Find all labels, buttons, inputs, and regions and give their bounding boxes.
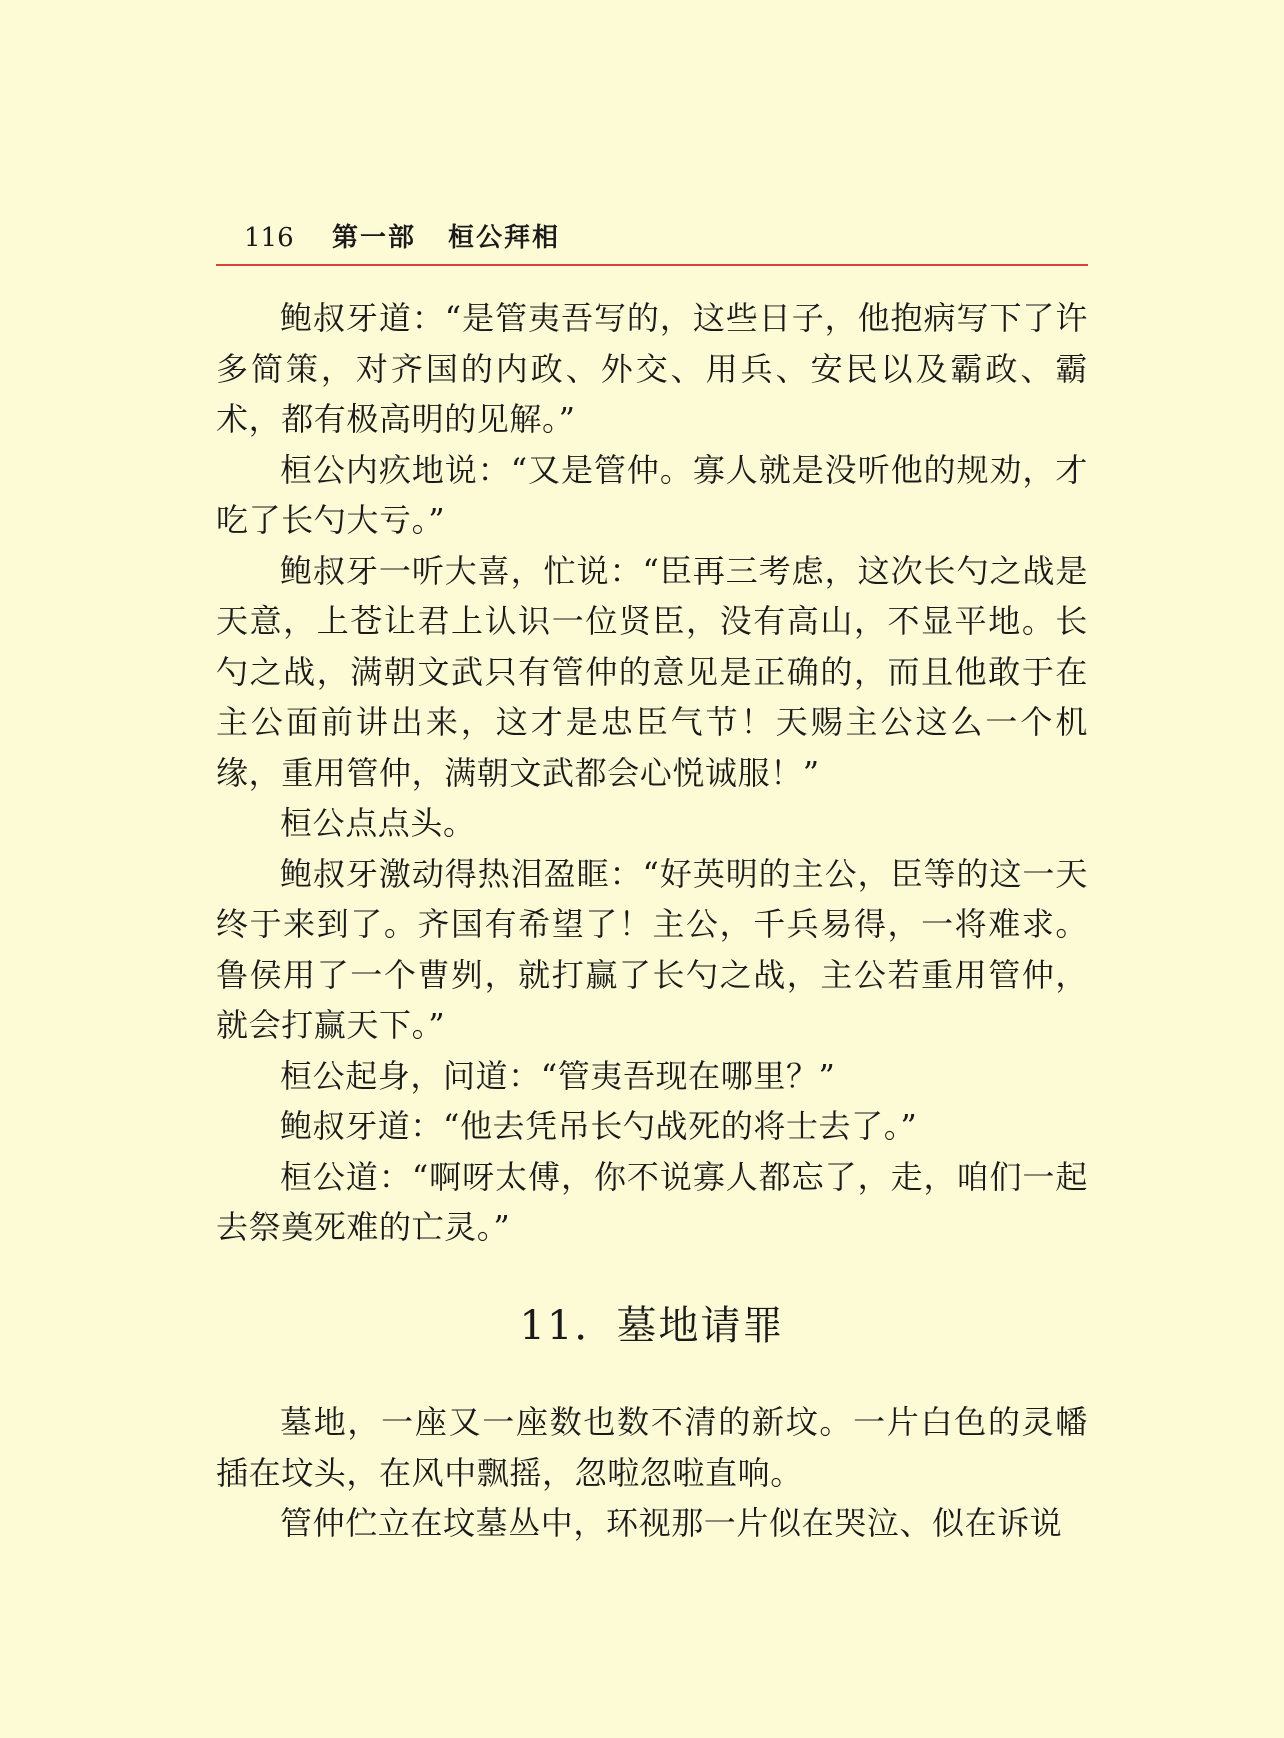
paragraph: 桓公内疚地说：“又是管仲。寡人就是没听他的规劝，才吃了长勺大亏。” — [216, 450, 1088, 539]
header-rule — [216, 264, 1088, 266]
section-heading: 11．墓地请罪 — [519, 1303, 785, 1349]
page-number: 116 — [244, 223, 294, 253]
paragraph: 鲍叔牙激动得热泪盈眶：“好英明的主公，臣等的这一天终于来到了。齐国有希望了！主公，千兵易得，一将难求。鲁侯用了一个曹刿，就打赢了长勺之战，主公若重用管仲，就会打赢天下。” — [216, 854, 1088, 1044]
main-text — [216, 293, 1088, 1253]
paragraph: 墓地，一座又一座数也数不清的新坟。一片白色的灵幡插在坟头，在风中飘摇，忽啦忽啦直响。 — [216, 1403, 1088, 1492]
paragraph: 鲍叔牙道：“他去凭吊长勺战死的将士去了。” — [280, 1107, 918, 1145]
chapter-title: 桓公拜相 — [448, 223, 561, 253]
part-title: 第一部 — [332, 223, 417, 253]
paragraph: 鲍叔牙一听大喜，忙说：“臣再三考虑，这次长勺之战是天意，上苍让君上认识一位贤臣，没有高山，不显平地。长勺之战，满朝文武只有管仲的意见是正确的，而且他敢于在主公面前讲出来，这才是忠臣气节！天赐主公这么一个机缘，重用管仲，满朝文武都会心悦诚服！” — [216, 551, 1088, 792]
paragraph: 桓公点点头。 — [280, 804, 476, 842]
paragraph: 桓公起身，问道：“管夷吾现在哪里？” — [280, 1056, 836, 1095]
section-text — [216, 1397, 1088, 1549]
paragraph: 桓公道：“啊呀太傅，你不说寡人都忘了，走，咱们一起去祭奠死难的亡灵。” — [216, 1157, 1088, 1246]
paragraph: 管仲伫立在坟墓丛中，环视那一片似在哭泣、似在诉说 — [280, 1504, 1063, 1542]
running-header — [216, 218, 1088, 258]
paragraph: 鲍叔牙道：“是管夷吾写的，这些日子，他抱病写下了许多简策，对齐国的内政、外交、用兵、安民以及霸政、霸术，都有极高明的见解。” — [216, 299, 1088, 438]
book-page — [216, 0, 1088, 1738]
